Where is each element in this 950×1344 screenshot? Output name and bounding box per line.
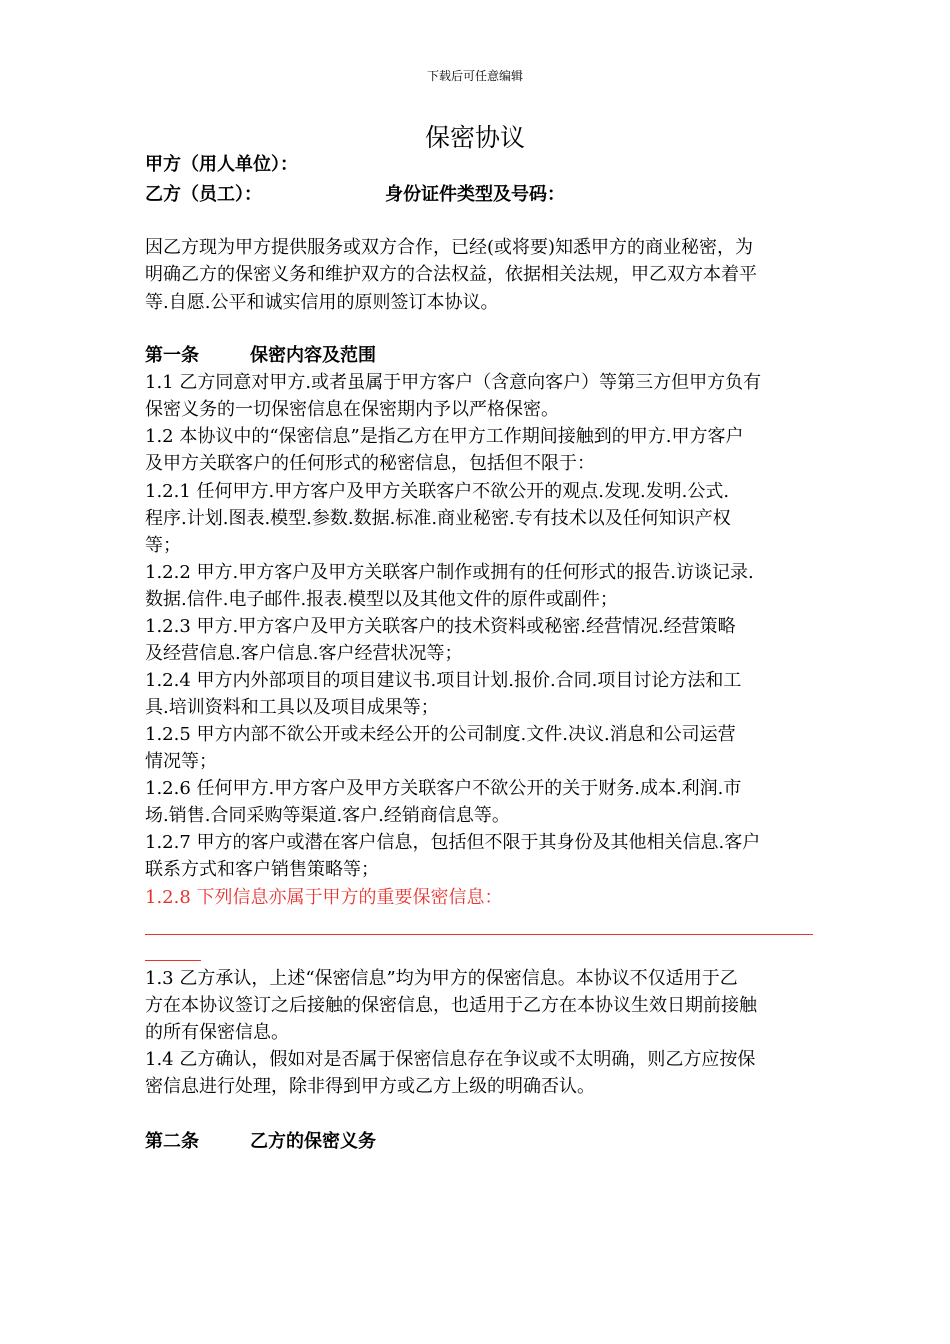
clause-line: 情况等； [145,751,217,772]
clause-line: 场.销售.合同采购等渠道.客户.经销商信息等。 [145,805,510,826]
party-b-label: 乙方（员工）： [145,184,262,205]
clause-line: 数据.信件.电子邮件.报表.模型以及其他文件的原件或副件； [145,589,618,610]
document-title: 保密协议 [424,123,525,152]
clause-line: 密信息进行处理，除非得到甲方或乙方上级的明确否认。 [145,1076,595,1097]
clause-line: 1.3 乙方承认，上述“保密信息”均为甲方的保密信息。本协议不仅适用于乙 [145,968,738,989]
page-header: 下载后可任意编辑 [426,69,523,83]
party-a-label: 甲方（用人单位）： [145,154,298,175]
clause-line: 保密义务的一切保密信息在保密期内予以严格保密。 [145,399,559,420]
clause-line: 1.2.5 甲方内部不欲公开或未经公开的公司制度.文件.决议.消息和公司运营 [145,724,736,745]
blank-underline [145,934,813,935]
intro-line: 明确乙方的保密义务和维护双方的合法权益，依据相关法规，甲乙双方本着平 [145,264,757,285]
intro-line: 等.自愿.公平和诚实信用的原则签订本协议。 [145,292,499,313]
clause-line: 及经营信息.客户信息.客户经营状况等； [145,643,463,664]
article2-title: 乙方的保密义务 [250,1131,376,1152]
clause-line: 及甲方关联客户的任何形式的秘密信息，包括但不限于： [145,453,595,474]
intro-line: 因乙方现为甲方提供服务或双方合作，已经(或将要)知悉甲方的商业秘密，为 [145,237,754,258]
clause-line: 等； [145,535,181,556]
clause-line: 的所有保密信息。 [145,1022,289,1043]
clause-line: 1.2.3 甲方.甲方客户及甲方关联客户的技术资料或秘密.经营情况.经营策略 [145,616,736,637]
clause-line: 程序.计划.图表.模型.参数.数据.标准.商业秘密.专有技术以及任何知识产权 [145,508,731,529]
article1-title: 保密内容及范围 [250,345,376,366]
clause-128-highlight: 1.2.8 下列信息亦属于甲方的重要保密信息： [145,887,503,908]
clause-line: 1.2.6 任何甲方.甲方客户及甲方关联客户不欲公开的关于财务.成本.利润.市 [145,778,742,799]
id-label: 身份证件类型及号码： [385,184,565,205]
clause-line: 联系方式和客户销售策略等； [145,859,379,880]
clause-line: 1.2.2 甲方.甲方客户及甲方关联客户制作或拥有的任何形式的报告.访谈记录. [145,562,754,583]
clause-line: 1.2 本协议中的“保密信息”是指乙方在甲方工作期间接触到的甲方.甲方客户 [145,426,744,447]
article1-number: 第一条 [145,345,199,366]
clause-line: 1.2.1 任何甲方.甲方客户及甲方关联客户不欲公开的观点.发现.发明.公式. [145,481,730,502]
article2-number: 第二条 [145,1131,199,1152]
clause-line: 1.2.7 甲方的客户或潜在客户信息，包括但不限于其身份及其他相关信息.客户 [145,832,761,853]
clause-line: 1.2.4 甲方内外部项目的项目建议书.项目计划.报价.合同.项目讨论方法和工 [145,670,742,691]
clause-line: 具.培训资料和工具以及项目成果等； [145,697,439,718]
blank-underline [145,960,201,961]
clause-line: 1.1 乙方同意对甲方.或者虽属于甲方客户（含意向客户）等第三方但甲方负有 [145,372,762,393]
clause-line: 方在本协议签订之后接触的保密信息，也适用于乙方在本协议生效日期前接触 [145,995,757,1016]
clause-line: 1.4 乙方确认，假如对是否属于保密信息存在争议或不太明确，则乙方应按保 [145,1049,756,1070]
